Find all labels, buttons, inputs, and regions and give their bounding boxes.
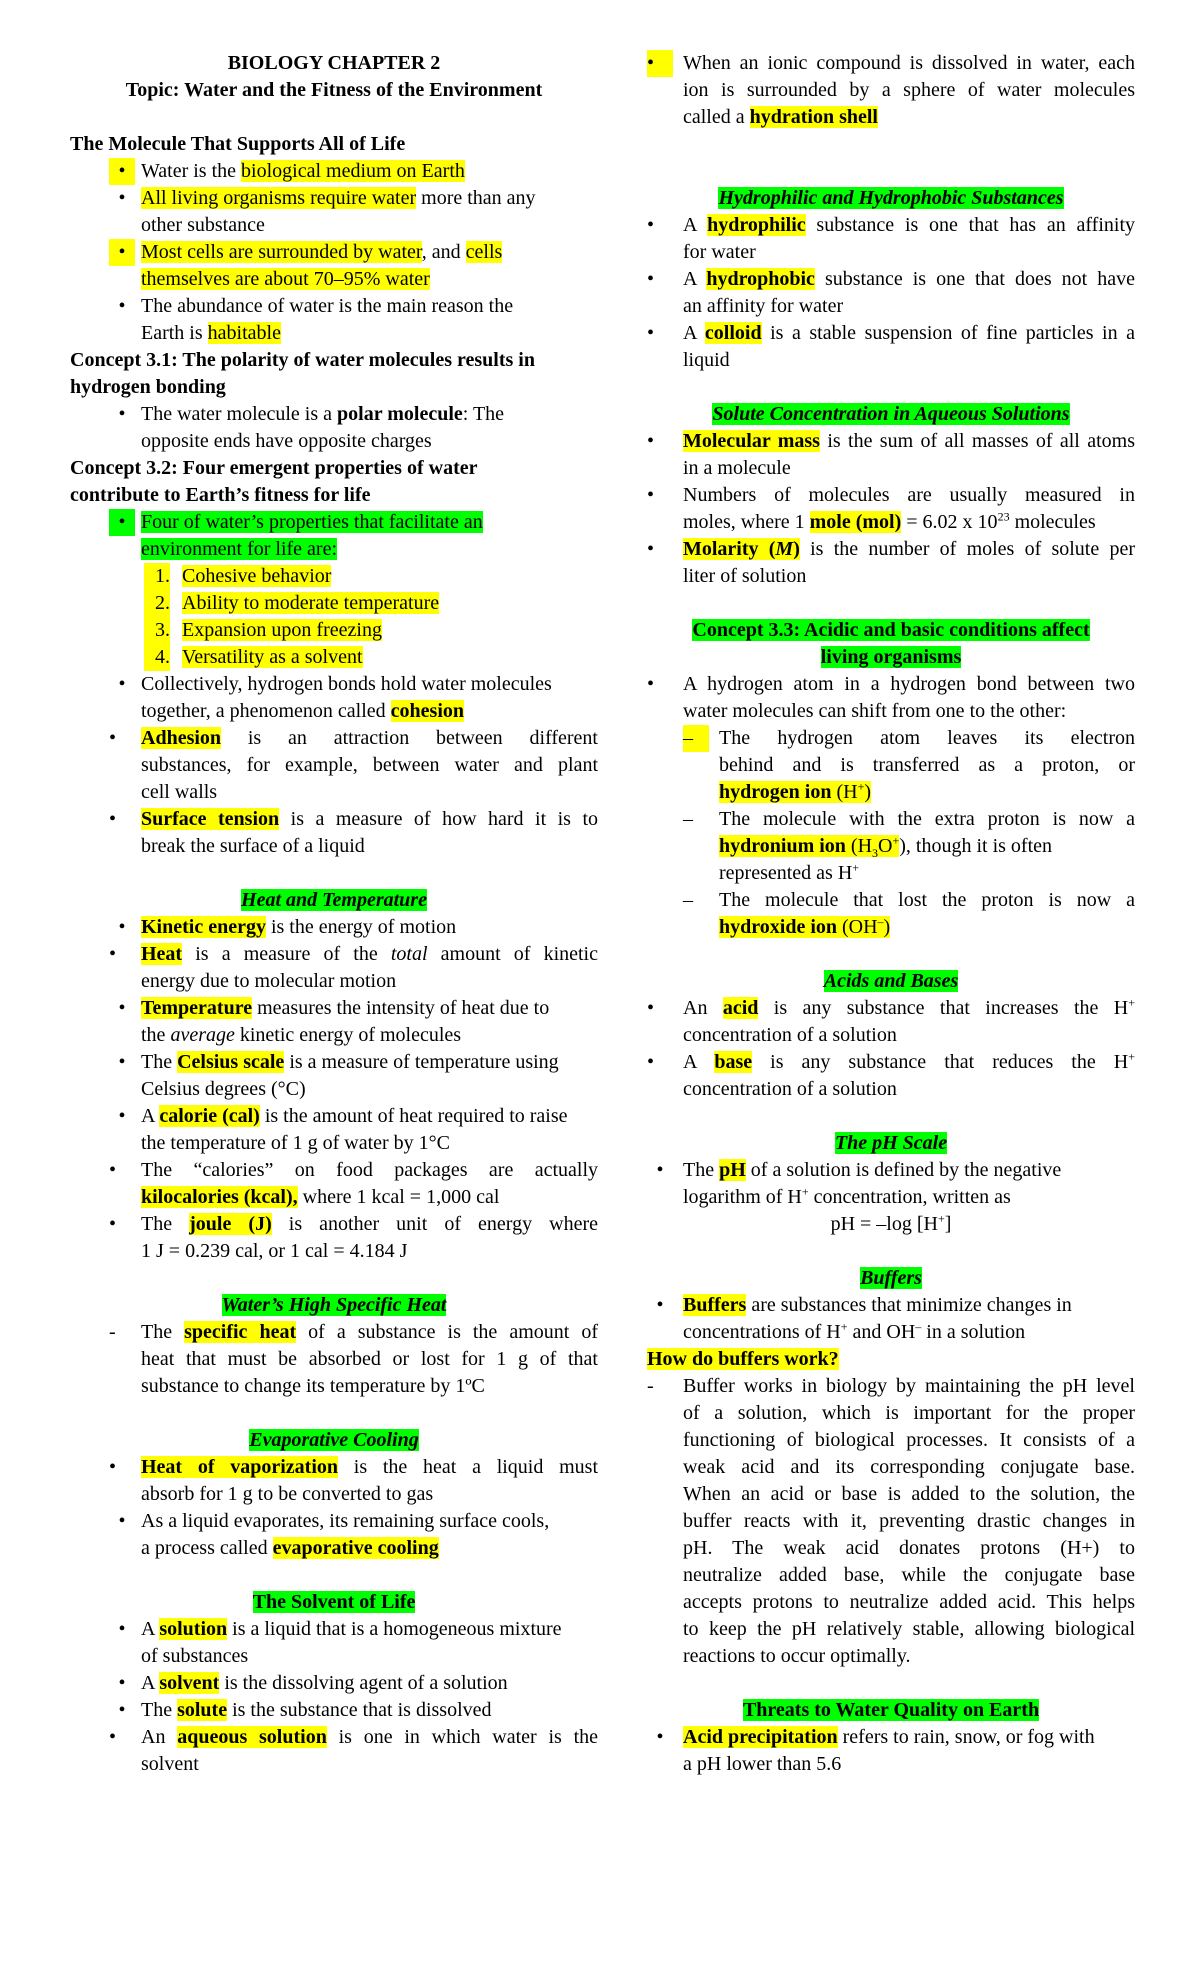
dash-continuation: heat that must be absorbed or lost for 1 g of that (141, 1348, 598, 1370)
how-buffers-work-heading: How do buffers work? (647, 1348, 839, 1370)
bullet-continuation: cell walls (141, 781, 218, 803)
bullet-joule: • The joule (J) is another unit of energy where (109, 1213, 598, 1235)
bullet-polar: • The water molecule is a polar molecule: The (118, 403, 505, 425)
section-heading-molecule: The Molecule That Supports All of Life (70, 133, 406, 155)
bullet-continuation: moles, where 1 mole (mol) = 6.02 x $10^{23}$ molecules (683, 509, 1096, 533)
bullet-continuation: kilocalories (kcal), where 1 kcal = 1,000 cal (141, 1186, 500, 1208)
bullet-continuation: ion is surrounded by a sphere of water molecules (683, 79, 1135, 101)
bullet-cohesion: • Collectively, hydrogen bonds hold water molecules (118, 673, 552, 695)
bullet-continuation: water molecules can shift from one to the other: (683, 700, 1067, 722)
bullet-ionic-compound: • When an ionic compound is dissolved in water, each (683, 50, 1135, 77)
bullet-cells-surrounded: • Most cells are surrounded by water, and cells (141, 239, 598, 266)
dash-continuation: substance to change its temperature by 1ºC (141, 1375, 485, 1397)
bullet-continuation: solvent (141, 1753, 199, 1775)
document-topic: Topic: Water and the Fitness of the Environment (125, 79, 543, 101)
bullet-aqueous: • An aqueous solution is one in which water is the (109, 1726, 599, 1748)
buffer-paragraph-line: functioning of biological processes. It consists of a (683, 1429, 1135, 1451)
bullet-solvent: • A solvent is the dissolving agent of a solution (118, 1672, 508, 1694)
bullet-hydrogen-atom: • A hydrogen atom in a hydrogen bond between two (647, 673, 1135, 695)
dash-continuation: hydrogen ion (H+) (719, 779, 872, 803)
bullet-four-properties: • Four of water’s properties that facilitate an (141, 509, 598, 536)
bullet-continuation: concentration of a solution (683, 1024, 897, 1046)
section-heading-acids-bases: Acids and Bases (823, 970, 959, 992)
dash-hydronium: – The molecule with the extra proton is now a (683, 808, 1135, 830)
dash-hydrogen-leaves: – The hydrogen atom leaves its electron (719, 725, 1135, 752)
buffer-paragraph-line: buffer reacts with it, preventing drastic changes in (683, 1510, 1135, 1532)
buffer-paragraph-line: of a solution, which is important for the proper (683, 1402, 1135, 1424)
bullet-molarity: • Molarity (M) is the number of moles of solute per (647, 538, 1135, 560)
bullet-living-organisms: • All living organisms require water more than any (118, 187, 536, 209)
bullet-continuation: an affinity for water (683, 295, 844, 317)
bullet-continuation: in a molecule (683, 457, 791, 479)
bullet-buffers: • Buffers are substances that minimize changes in (656, 1294, 1072, 1316)
section-heading-hydrophilic: Hydrophilic and Hydrophobic Substances (718, 187, 1064, 209)
bullet-continuation: together, a phenomenon called cohesion (141, 700, 465, 722)
bullet-hydrophilic: • A hydrophilic substance is one that has an affinity (647, 214, 1135, 236)
bullet-continuation: logarithm of H+ concentration, written as (683, 1184, 1011, 1208)
buffer-paragraph-line: to keep the pH relatively stable, allowing biological (683, 1618, 1135, 1640)
bullet-continuation: concentrations of H+ and OH– in a solution (683, 1319, 1026, 1343)
section-heading-solute-concentration: Solute Concentration in Aqueous Solutions (712, 403, 1070, 425)
bullet-ph: • The pH of a solution is defined by the negative (656, 1159, 1062, 1181)
list-item-property: 2. Ability to moderate temperature (182, 590, 598, 617)
bullet-abundance: • The abundance of water is the main reason the (118, 295, 514, 317)
bullet-continuation: other substance (141, 214, 265, 236)
dash-continuation: represented as H+ (719, 860, 860, 884)
buffer-paragraph-line: weak acid and its corresponding conjugate base. (683, 1456, 1135, 1478)
bullet-continuation: a process called evaporative cooling (141, 1537, 439, 1559)
concept-3-3-heading: Concept 3.3: Acidic and basic conditions affect (692, 619, 1090, 641)
bullet-continuation: called a hydration shell (683, 106, 878, 128)
bullet-continuation: concentration of a solution (683, 1078, 897, 1100)
bullet-continuation: Celsius degrees (°C) (141, 1078, 306, 1100)
buffer-paragraph-line: pH. The weak acid donates protons (H+) to (683, 1537, 1135, 1559)
bullet-celsius: • The Celsius scale is a measure of temperature using (118, 1051, 559, 1073)
bullet-continuation: liquid (683, 349, 730, 371)
section-heading-buffers: Buffers (860, 1267, 922, 1289)
buffer-paragraph-line: accepts protons to neutralize added acid. This helps (683, 1591, 1135, 1613)
dash-hydroxide: – The molecule that lost the proton is now a (683, 889, 1135, 911)
buffer-paragraph-line: reactions to occur optimally. (683, 1645, 911, 1667)
right-column (647, 50, 1135, 1778)
bullet-continuation: of substances (141, 1645, 249, 1667)
left-column (70, 50, 598, 1778)
concept-3-3-heading-cont: living organisms (820, 646, 962, 668)
bullet-continuation: opposite ends have opposite charges (141, 430, 432, 452)
buffer-paragraph-line: When an acid or base is added to the solution, the (683, 1483, 1135, 1505)
buffer-paragraph-line: neutralize added base, while the conjugate base (683, 1564, 1135, 1586)
bullet-molecular-mass: • Molecular mass is the sum of all masses of all atoms (647, 430, 1135, 452)
bullet-biological-medium: • Water is the biological medium on Earth (141, 158, 598, 185)
document-title: BIOLOGY CHAPTER 2 (227, 52, 441, 74)
bullet-kilocalories: • The “calories” on food packages are actually (109, 1159, 598, 1181)
dash-continuation: hydroxide ion (OH–) (719, 914, 891, 938)
bullet-continuation: break the surface of a liquid (141, 835, 365, 857)
bullet-continuation: liter of solution (683, 565, 807, 587)
bullet-surface-tension: • Surface tension is a measure of how hard it is to (109, 808, 598, 830)
list-item-property: 3. Expansion upon freezing (182, 617, 598, 644)
section-heading-solvent: The Solvent of Life (252, 1591, 416, 1613)
bullet-continuation: themselves are about 70–95% water (141, 268, 430, 290)
bullet-acid-precipitation: • Acid precipitation refers to rain, snow, or fog with (656, 1726, 1095, 1748)
list-item-property: 4. Versatility as a solvent (182, 644, 598, 671)
concept-3-1-heading: Concept 3.1: The polarity of water molecules results in (70, 349, 535, 371)
bullet-base: • A base is any substance that reduces the H+ (647, 1049, 1135, 1073)
concept-3-1-heading-cont: hydrogen bonding (70, 376, 226, 398)
dash-continuation: hydronium ion $(H_3O^+)$, though it is often (719, 833, 1053, 860)
bullet-adhesion: • Adhesion is an attraction between different (109, 727, 598, 749)
ph-formula: pH = –log [H+] (830, 1211, 952, 1235)
bullet-continuation: Earth is habitable (141, 322, 281, 344)
bullet-continuation: 1 J = 0.239 cal, or 1 cal = 4.184 J (141, 1240, 408, 1262)
section-heading-evaporative: Evaporative Cooling (249, 1429, 419, 1451)
bullet-solute: • The solute is the substance that is dissolved (118, 1699, 492, 1721)
bullet-continuation: for water (683, 241, 756, 263)
bullet-continuation: a pH lower than 5.6 (683, 1753, 842, 1775)
bullet-heat-vaporization: • Heat of vaporization is the heat a liquid must (109, 1456, 598, 1478)
bullet-temperature: • Temperature measures the intensity of heat due to (118, 997, 550, 1019)
bullet-continuation: the average kinetic energy of molecules (141, 1024, 462, 1046)
section-heading-specific-heat: Water’s High Specific Heat (221, 1294, 447, 1316)
bullet-kinetic-energy: • Kinetic energy is the energy of motion (118, 916, 457, 938)
bullet-solution: • A solution is a liquid that is a homogeneous mixture (118, 1618, 562, 1640)
buffer-paragraph-line: - Buffer works in biology by maintaining the pH level (647, 1375, 1135, 1397)
bullet-continuation: the temperature of 1 g of water by 1°C (141, 1132, 451, 1154)
bullet-continuation: absorb for 1 g to be converted to gas (141, 1483, 434, 1505)
concept-3-2-heading-cont: contribute to Earth’s fitness for life (70, 484, 371, 506)
bullet-calorie: • A calorie (cal) is the amount of heat required to raise (118, 1105, 568, 1127)
concept-3-2-heading: Concept 3.2: Four emergent properties of water (70, 457, 478, 479)
bullet-moles: • Numbers of molecules are usually measured in (647, 484, 1135, 506)
bullet-acid: • An acid is any substance that increases the H+ (647, 995, 1135, 1019)
bullet-heat: • Heat is a measure of the total amount of kinetic (109, 943, 598, 965)
bullet-colloid: • A colloid is a stable suspension of fine particles in a (647, 322, 1135, 344)
dash-continuation: behind and is transferred as a proton, or (719, 754, 1135, 776)
bullet-hydrophobic: • A hydrophobic substance is one that does not have (647, 268, 1135, 290)
dash-specific-heat: - The specific heat of a substance is the amount of (109, 1321, 598, 1343)
section-heading-threats: Threats to Water Quality on Earth (742, 1699, 1040, 1721)
bullet-evaporative-cooling: • As a liquid evaporates, its remaining surface cools, (118, 1510, 550, 1532)
bullet-continuation: substances, for example, between water and plant (141, 754, 598, 776)
bullet-continuation: environment for life are: (141, 538, 338, 560)
section-heading-ph-scale: The pH Scale (834, 1132, 948, 1154)
bullet-continuation: energy due to molecular motion (141, 970, 397, 992)
list-item-property: 1. Cohesive behavior (182, 563, 598, 590)
section-heading-heat: Heat and Temperature (241, 889, 427, 911)
